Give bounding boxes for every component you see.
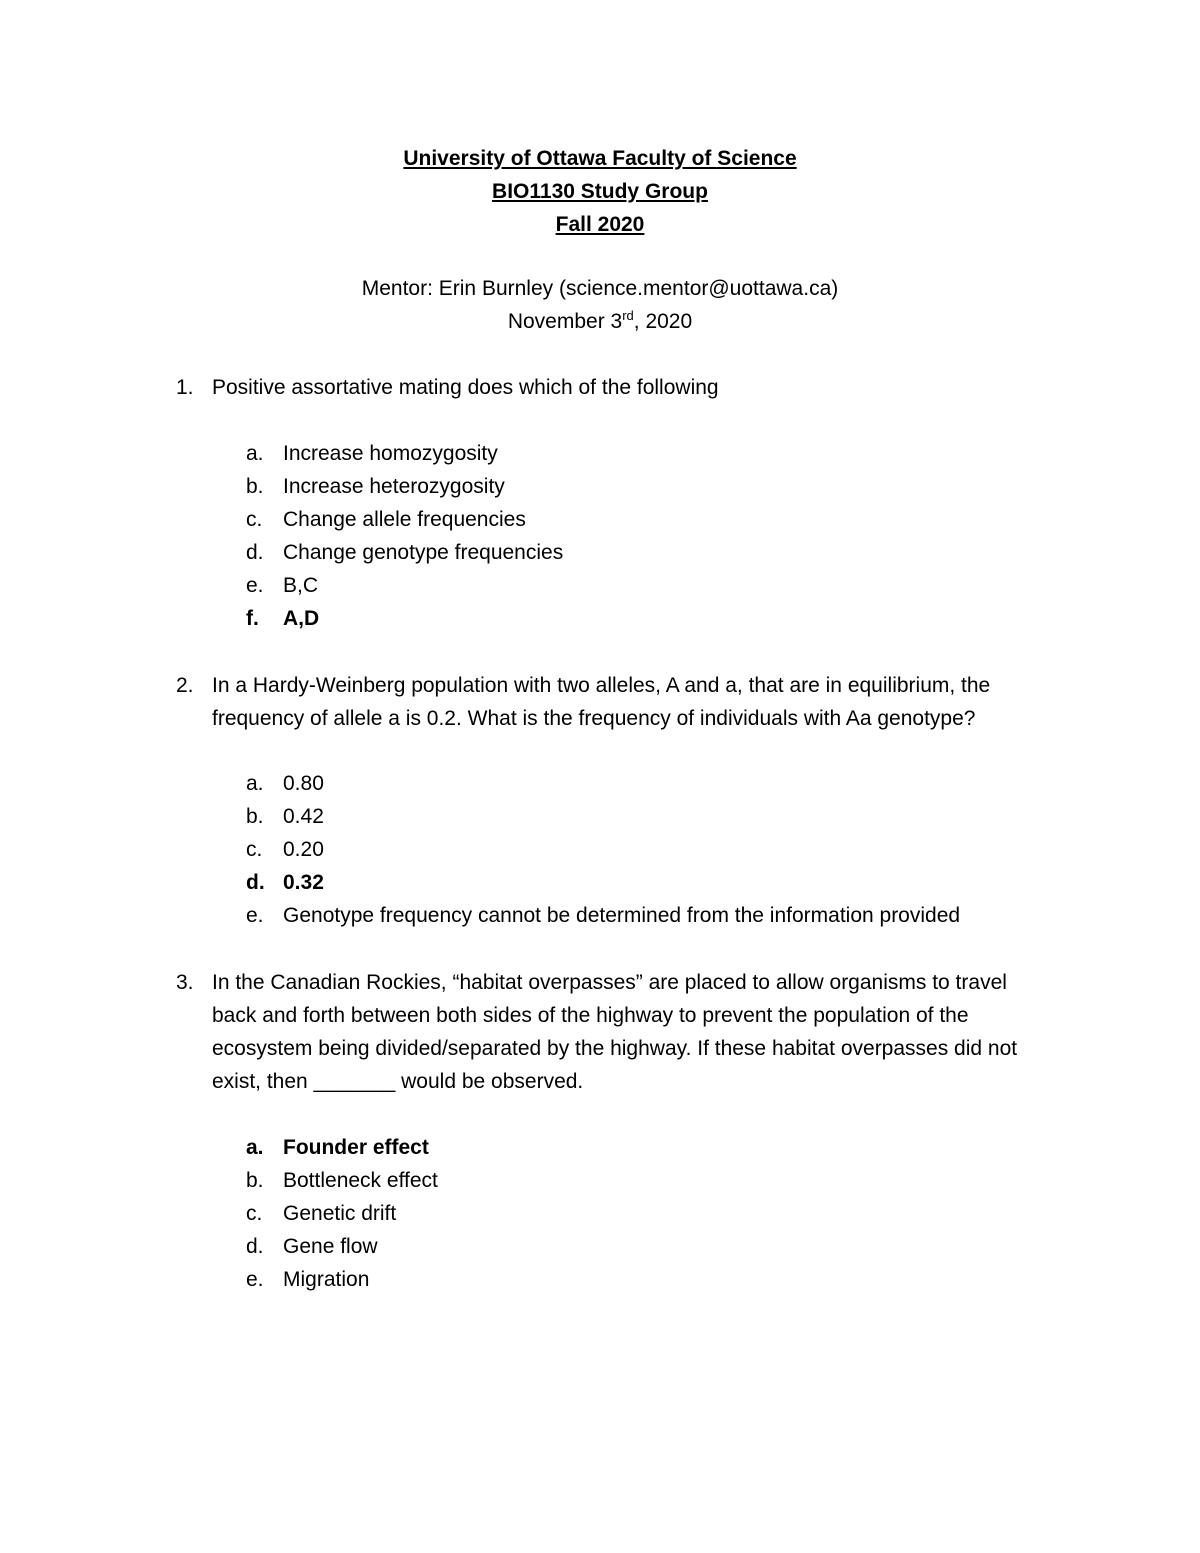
answer-option — [0, 569, 1200, 602]
question-text-line: Positive assortative mating does which of the following — [212, 376, 719, 399]
question-text-line: frequency of allele a is 0.2. What is the frequency of individuals with Aa genotype? — [212, 707, 976, 730]
option-letter: c. — [246, 508, 263, 531]
answer-option — [0, 1230, 1200, 1263]
option-letter: b. — [246, 1169, 264, 1192]
option-text: B,C — [283, 574, 319, 597]
term-title: Fall 2020 — [555, 213, 645, 236]
option-letter: e. — [246, 904, 264, 927]
question-text-line: In a Hardy-Weinberg population with two alleles, A and a, that are in equilibrium, the — [212, 674, 991, 697]
answer-option — [0, 1263, 1200, 1296]
answer-option — [0, 536, 1200, 569]
option-letter: c. — [246, 838, 263, 861]
option-letter: d. — [246, 871, 265, 894]
answer-option-correct — [0, 1131, 1200, 1164]
option-text: 0.80 — [283, 772, 324, 795]
option-text: 0.20 — [283, 838, 324, 861]
option-letter: d. — [246, 1235, 264, 1258]
option-letter: e. — [246, 1268, 264, 1291]
date-suffix: , 2020 — [633, 310, 693, 333]
option-letter: b. — [246, 475, 264, 498]
question-3-options — [0, 1131, 1200, 1296]
option-letter: e. — [246, 574, 264, 597]
date-superscript: rd — [622, 308, 634, 323]
document-meta — [0, 272, 1200, 338]
option-letter: c. — [246, 1202, 263, 1225]
question-text-line: back and forth between both sides of the highway to prevent the population of the — [212, 1004, 969, 1027]
question-number: 3. — [176, 971, 194, 994]
answer-option — [0, 1197, 1200, 1230]
answer-option — [0, 1164, 1200, 1197]
option-text: Founder effect — [283, 1136, 429, 1159]
question-text-line: ecosystem being divided/separated by the highway. If these habitat overpasses did not — [212, 1037, 1018, 1060]
mentor-line: Mentor: Erin Burnley (science.mentor@uottawa.ca) — [361, 277, 839, 300]
question-2-options — [0, 767, 1200, 932]
answer-option — [0, 503, 1200, 536]
option-text: Genotype frequency cannot be determined from the information provided — [283, 904, 961, 927]
option-text: Change genotype frequencies — [283, 541, 564, 564]
option-text: 0.32 — [283, 871, 324, 894]
question-text — [212, 371, 1062, 404]
option-text: Increase homozygosity — [283, 442, 498, 465]
question-text — [212, 669, 1062, 735]
answer-option-correct — [0, 602, 1200, 635]
document-header — [0, 142, 1200, 241]
question-text-line: In the Canadian Rockies, “habitat overpasses” are placed to allow organisms to travel — [212, 971, 1007, 994]
date-line — [0, 305, 1200, 338]
question-number: 2. — [176, 674, 194, 697]
option-text: Gene flow — [283, 1235, 378, 1258]
option-text: A,D — [283, 607, 320, 630]
answer-option — [0, 800, 1200, 833]
course-title: BIO1130 Study Group — [492, 180, 708, 203]
option-text: Migration — [283, 1268, 370, 1291]
option-letter: d. — [246, 541, 264, 564]
option-text: Change allele frequencies — [283, 508, 526, 531]
date-prefix: November 3 — [507, 310, 623, 333]
option-text: Genetic drift — [283, 1202, 397, 1225]
option-letter: a. — [246, 1136, 264, 1159]
option-text: Bottleneck effect — [283, 1169, 438, 1192]
option-text: 0.42 — [283, 805, 324, 828]
question-number: 1. — [176, 376, 194, 399]
answer-option — [0, 899, 1200, 932]
answer-option — [0, 470, 1200, 503]
option-text: Increase heterozygosity — [283, 475, 505, 498]
option-letter: b. — [246, 805, 264, 828]
question-text-line: exist, then _______ would be observed. — [212, 1070, 584, 1093]
answer-option — [0, 437, 1200, 470]
option-letter: a. — [246, 772, 264, 795]
answer-option — [0, 833, 1200, 866]
answer-option-correct — [0, 866, 1200, 899]
question-text — [212, 966, 1062, 1098]
university-title: University of Ottawa Faculty of Science — [403, 147, 797, 170]
option-letter: f. — [246, 607, 259, 630]
question-1-options — [0, 437, 1200, 635]
answer-option — [0, 767, 1200, 800]
option-letter: a. — [246, 442, 264, 465]
